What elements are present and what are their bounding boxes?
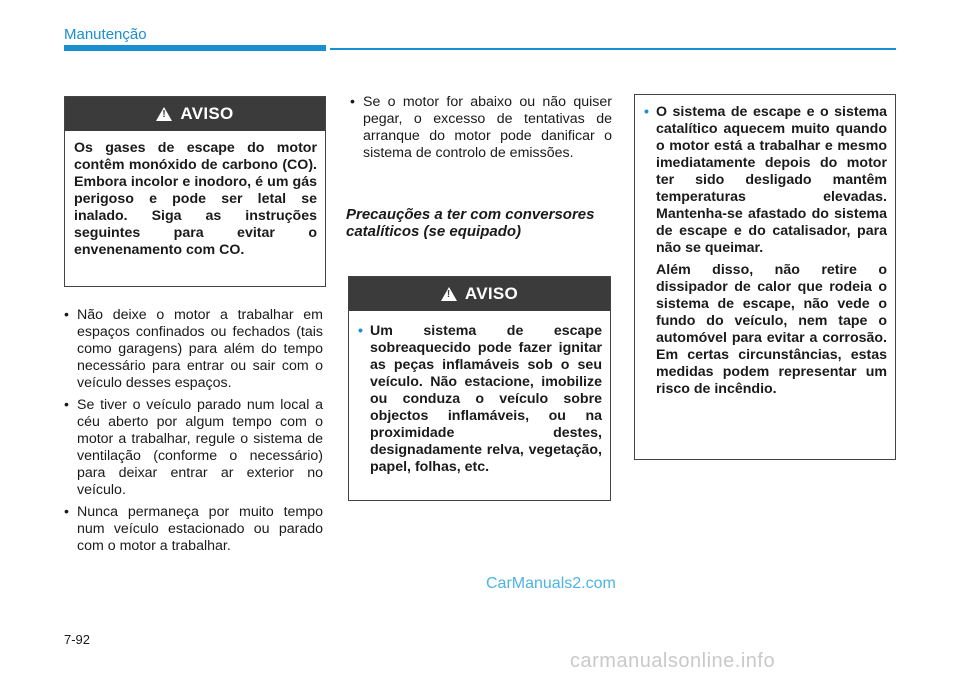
catalyst-heat-box: [634, 94, 896, 460]
bullet-icon: •: [64, 397, 69, 413]
warning-header: [65, 97, 325, 131]
list-item-text: Não deixe o motor a trabalhar em espaços confinados ou fechados (tais como garagens) para além do tempo necessário para entrar ou sair com o veículo desses espaços.: [77, 307, 323, 391]
warning-bullet: [358, 323, 602, 476]
list-item-text: Se o motor for abaixo ou não quiser pegar, o excesso de tentativas de arranque do motor pode danificar o sistema de controlo de emissões.: [363, 94, 612, 161]
list-item: [64, 307, 323, 392]
box-body: [635, 95, 895, 408]
list-item-text: Se tiver o veículo parado num local a céu aberto por algum tempo com o motor a trabalhar, regule o sistema de ventilação (conforme o necessário) para deixar entrar ar exterior no veículo.: [77, 397, 323, 498]
list-item: [350, 94, 612, 162]
exhaust-warning-box: [348, 276, 611, 501]
bullet-icon: •: [358, 323, 363, 339]
list-item: [64, 504, 323, 555]
warning-triangle-icon: [441, 287, 457, 301]
watermark-text: CarManuals2.com: [486, 575, 616, 592]
box-text-1: O sistema de escape e o sistema catalítico aquecem muito quando o motor está a trabalhar e mesmo imediatamente depois do motor ter sido desligado mantêm temperaturas elevadas. Mantenha-se afastado do sistema de escape e do catalisador, para não se queimar.: [656, 104, 887, 256]
left-bullet-list: [64, 307, 323, 560]
warning-title: AVISO: [180, 104, 234, 123]
warning-title: AVISO: [464, 284, 519, 303]
box-text-2: Além disso, não retire o dissipador de calor que rodeia o sistema de escape, não vede o fundo do veículo, nem tape o automóvel para evitar a corrosão. Em certas circunstâncias, estas medidas podem representar um risco de incêndio.: [656, 262, 887, 397]
list-item-text: Nunca permaneça por muito tempo num veículo estacionado ou parado com o motor a trabalhar.: [77, 504, 323, 554]
catalytic-subheading: Precauções a ter com conversores catalíticos (se equipado): [346, 206, 595, 240]
site-watermark: carmanualsonline.info: [570, 650, 776, 672]
warning-text: Um sistema de escape sobreaquecido pode fazer ignitar as peças inflamáveis sob o seu veículo. Não estacione, imobilize ou conduza o veículo sobre objectos inflamáveis, ou na proximidade destes, designadamente relva, vegetação, papel, folhas, etc.: [370, 323, 602, 475]
box-bullet: [644, 104, 887, 257]
middle-bullet-list: [350, 94, 612, 167]
bullet-icon: •: [350, 94, 355, 110]
list-item: [64, 397, 323, 499]
bullet-icon: •: [64, 307, 69, 323]
bullet-icon: •: [64, 504, 69, 520]
header-rule-thick: [64, 45, 326, 51]
warning-header: [349, 277, 610, 311]
warning-triangle-icon: [156, 107, 172, 121]
co-warning-box: [64, 96, 326, 287]
warning-body: [349, 311, 610, 486]
header-rule-thin: [330, 48, 896, 50]
warning-text: Os gases de escape do motor contêm monóxido de carbono (CO). Embora incolor e inodoro, é um gás perigoso e pode ser letal se inalado. Siga as instruções seguintes para evitar o envenenamento com CO.: [74, 140, 317, 258]
box-paragraph: [644, 262, 887, 398]
bullet-icon: •: [644, 104, 649, 120]
page-number: 7-92: [64, 632, 91, 647]
section-title: Manutenção: [64, 26, 147, 43]
